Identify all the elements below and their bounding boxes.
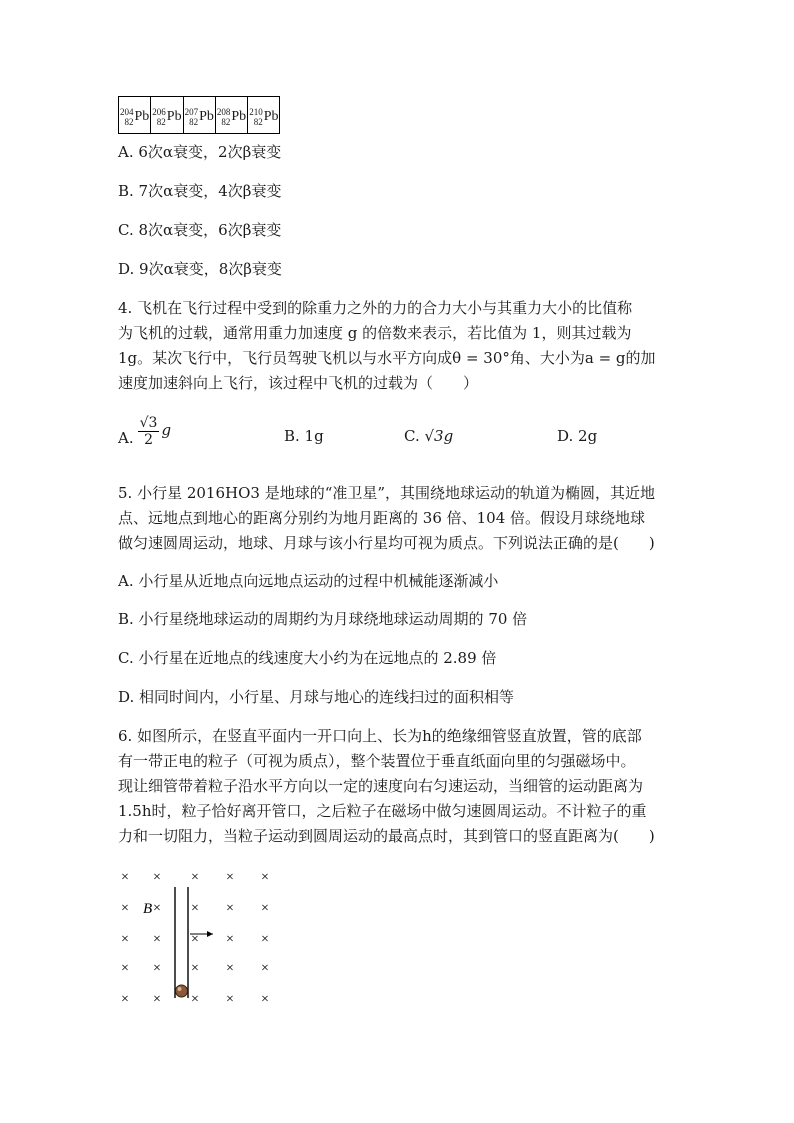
q6-line-4: 1.5h时，粒子恰好离开管口，之后粒子在磁场中做匀速圆周运动。不计粒子的重 [118,802,647,820]
field-cross: × [121,870,129,885]
q4-option-b: B. 1g [284,427,324,445]
q4-option-c-value: √3g [424,427,454,445]
element-symbol: Pb [231,108,247,124]
element-symbol: Pb [199,108,214,124]
q4-option-a-unit: g [161,421,172,439]
field-cross: × [153,992,161,1007]
q5-option-d: D. 相同时间内，小行星、月球与地心的连线扫过的面积相等 [118,688,515,706]
field-cross: × [191,932,199,947]
atomic-number: 82 [189,116,199,127]
q5-option-a: A. 小行星从近地点向远地点运动的过程中机械能逐渐减小 [118,572,499,590]
atomic-number: 82 [156,116,166,127]
q4-option-a-prefix: A. [118,429,134,447]
q4-line-3: 1g。某次飞行中，飞行员驾驶飞机以与水平方向成θ = 30°角、大小为a = g的加 [118,349,656,367]
q3-option-a: A. 6次α衰变，2次β衰变 [118,143,282,161]
element-symbol: Pb [263,108,279,124]
magnetic-field-figure [110,860,290,1010]
mass-number: 207 [184,106,199,117]
field-cross: × [191,901,199,916]
q4-line-1: 4. 飞机在飞行过程中受到的除重力之外的力的合力大小与其重力大小的比值称 [118,299,633,317]
atomic-number: 82 [253,116,263,127]
field-cross: × [261,992,269,1007]
field-cross: × [191,961,199,976]
q3-option-b: B. 7次α衰变，4次β衰变 [118,182,282,200]
atomic-number: 82 [124,116,134,127]
q4-option-c [404,426,453,446]
q5-line-2: 点、远地点到地心的距离分别约为地月距离的 36 倍、104 倍。假设月球绕地球 [118,509,646,527]
field-cross: × [261,932,269,947]
q5-option-c: C. 小行星在近地点的线速度大小约为在远地点的 2.89 倍 [118,649,497,667]
field-cross: × [261,961,269,976]
mass-number: 206 [152,106,166,117]
element-symbol: Pb [166,108,182,124]
q4-option-a [118,415,171,448]
field-cross: × [191,992,199,1007]
isotope-cell [215,97,247,134]
field-cross: × [121,901,129,916]
field-cross: × [226,901,234,916]
q3-option-d: D. 9次α衰变，8次β衰变 [118,260,282,278]
field-cross: × [121,932,129,947]
element-symbol: Pb [134,108,150,124]
q4-line-2: 为飞机的过载，通常用重力加速度 g 的倍数来表示，若比值为 1，则其过载为 [118,324,632,342]
q5-option-b: B. 小行星绕地球运动的周期约为月球绕地球运动周期的 70 倍 [118,610,528,628]
field-cross: × [153,961,161,976]
field-cross: × [153,932,161,947]
fraction-numerator: √3 [139,415,158,431]
q5-line-3: 做匀速圆周运动，地球、月球与该小行星均可视为质点。下列说法正确的是( ) [118,534,655,552]
isotope-cell [119,97,151,134]
field-cross: × [226,870,234,885]
q6-line-5: 力和一切阻力，当粒子运动到圆周运动的最高点时，其到管口的竖直距离为( ) [118,827,655,845]
atomic-number: 82 [221,116,231,127]
field-cross: × [121,961,129,976]
field-cross: × [226,932,234,947]
q6-line-2: 有一带正电的粒子（可视为质点），整个装置位于垂直纸面向里的匀强磁场中。 [118,752,636,770]
field-label-b: B [143,901,153,917]
isotope-cell [248,97,280,134]
q4-option-a-fraction [138,415,160,448]
field-cross-grid [121,870,269,1007]
q4-line-4: 速度加速斜向上飞行，该过程中飞机的过载为（ ） [118,374,479,392]
isotope-table [118,96,280,134]
q4-option-c-prefix: C. [404,427,420,445]
isotope-cell [183,97,215,134]
charged-particle [176,985,188,997]
fraction-denominator: 2 [144,432,153,448]
mass-number: 208 [216,106,231,117]
q4-option-d: D. 2g [557,427,598,445]
q6-line-3: 现让细管带着粒子沿水平方向以一定的速度向右匀速运动，当细管的运动距离为 [118,777,644,795]
field-cross: × [153,901,161,916]
field-cross: × [226,961,234,976]
q3-option-c: C. 8次α衰变，6次β衰变 [118,221,282,239]
field-cross: × [121,992,129,1007]
isotope-cell [151,97,183,134]
field-cross: × [153,870,161,885]
field-cross: × [191,870,199,885]
field-cross: × [261,901,269,916]
field-cross: × [261,870,269,885]
velocity-arrow-head [207,931,213,937]
q5-line-1: 5. 小行星 2016HO3 是地球的“准卫星”，其围绕地球运动的轨道为椭圆，其近地 [118,484,656,502]
mass-number: 210 [249,106,263,117]
particle-highlight [178,987,182,991]
field-cross: × [226,992,234,1007]
q6-line-1: 6. 如图所示，在竖直平面内一开口向上、长为h的绝缘细管竖直放置，管的底部 [118,727,642,745]
mass-number: 204 [120,106,134,117]
